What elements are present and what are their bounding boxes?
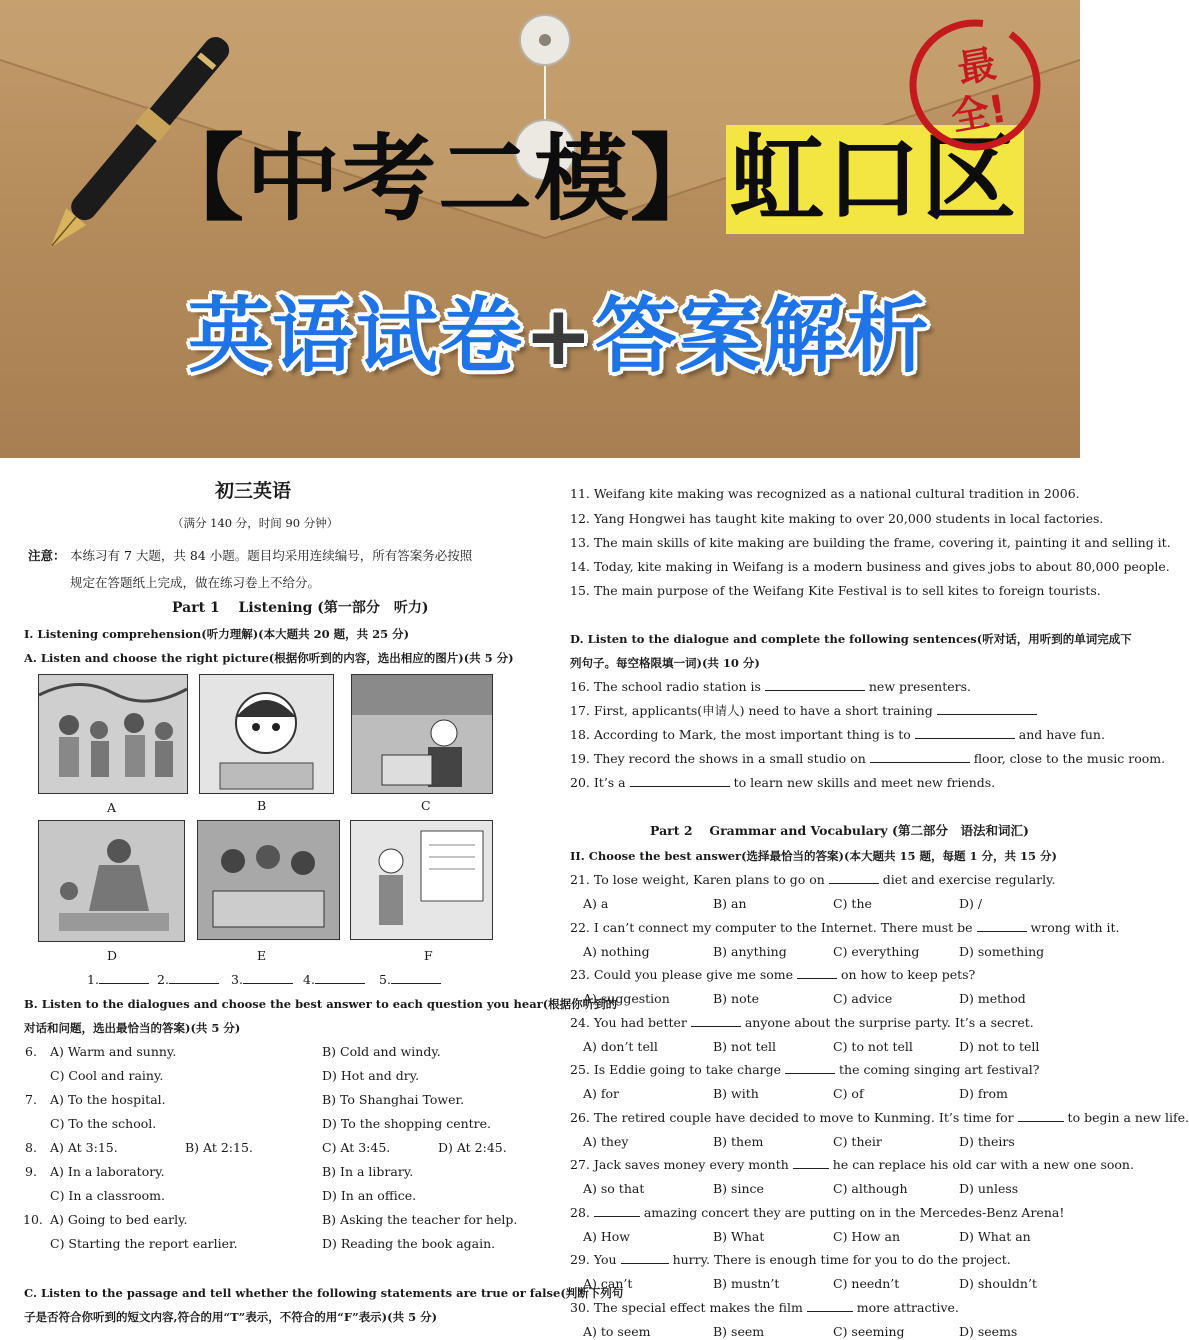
mcq-option-c: C) although <box>833 1181 908 1196</box>
answer-blank-4: 4. <box>303 972 365 988</box>
mcq-option-b: B) an <box>713 896 747 911</box>
question-number: 10. <box>23 1212 43 1227</box>
option-c: C) In a classroom. <box>50 1188 165 1203</box>
option-b: B) At 2:15. <box>185 1140 253 1155</box>
mcq-option-c: C) their <box>833 1133 882 1149</box>
option-b: B) To Shanghai Tower. <box>322 1092 465 1107</box>
mcq-question-stem: 27. Jack saves money every month he can replace his old car with a new one soon. <box>570 1157 1134 1172</box>
option-a: A) Going to bed early. <box>50 1212 188 1227</box>
mcq-option-c: C) advice <box>833 991 893 1006</box>
mcq-option-a: A) can’t <box>583 1276 633 1291</box>
mcq-option-b: B) them <box>713 1133 764 1149</box>
stamp-seal <box>908 18 1042 152</box>
mcq-option-b: B) since <box>713 1181 764 1196</box>
statement-14: 14. Today, kite making in Weifang is a modern business and gives jobs to about 80,000 people. <box>570 559 1170 574</box>
part-2-heading: Part 2 Grammar and Vocabulary (第二部分 语法和词汇) <box>650 823 1029 838</box>
mcq-option-b: B) mustn’t <box>713 1276 780 1291</box>
mcq-option-d: D) shouldn’t <box>959 1276 1037 1291</box>
answer-blank-3: 3. <box>231 972 293 988</box>
option-d: D) In an office. <box>322 1188 417 1203</box>
picture-d <box>38 820 185 942</box>
picture-label-f: F <box>424 948 433 963</box>
picture-e <box>197 820 340 940</box>
picture-label-c: C <box>421 798 431 813</box>
answer-blank-2: 2. <box>157 972 219 988</box>
question-number: 9. <box>25 1164 37 1179</box>
picture-label-b: B <box>257 798 267 813</box>
mcq-option-d: D) unless <box>959 1181 1019 1196</box>
picture-label-a: A <box>107 800 117 815</box>
answer-blank-5: 5. <box>379 972 441 988</box>
option-b: B) In a library. <box>322 1164 414 1179</box>
statement-15: 15. The main purpose of the Weifang Kite Festival is to sell kites to foreign tourists. <box>570 583 1101 598</box>
mcq-option-d: D) something <box>959 943 1045 959</box>
mcq-question-stem: 21. To lose weight, Karen plans to go on diet and exercise regularly. <box>570 872 1056 887</box>
exam-page-right <box>545 458 1189 1339</box>
option-d: D) At 2:45. <box>438 1140 507 1155</box>
mcq-option-a: A) suggestion <box>583 991 670 1006</box>
mcq-option-b: B) What <box>713 1228 765 1244</box>
mcq-option-d: D) theirs <box>959 1133 1015 1149</box>
picture-f <box>350 820 493 940</box>
option-b: B) Asking the teacher for help. <box>322 1212 518 1227</box>
fill-question-17: 17. First, applicants(申请人) need to have a short training <box>570 703 1037 719</box>
option-a: A) Warm and sunny. <box>50 1044 177 1059</box>
section-2-heading: II. Choose the best answer(选择最恰当的答案)(本大题共 15 题，每题 1 分，共 15 分) <box>570 849 1057 863</box>
mcq-option-c: C) the <box>833 896 872 911</box>
part-1-heading: Part 1 Listening (第一部分 听力) <box>172 600 429 616</box>
mcq-question-stem: 30. The special effect makes the film more attractive. <box>570 1299 959 1315</box>
mcq-option-d: D) not to tell <box>959 1038 1040 1054</box>
question-number: 7. <box>25 1092 37 1107</box>
mcq-option-b: B) not tell <box>713 1038 777 1054</box>
section-b-heading-1: B. Listen to the dialogues and choose the best answer to each question you hear(根据你听到的 <box>24 997 618 1011</box>
fill-question-19: 19. They record the shows in a small studio on floor, close to the music room. <box>570 751 1166 766</box>
option-a: A) At 3:15. <box>50 1140 118 1155</box>
mcq-option-d: D) / <box>959 896 983 911</box>
option-c: C) Cool and rainy. <box>50 1068 164 1083</box>
mcq-question-stem: 26. The retired couple have decided to move to Kunming. It’s time for to begin a new life. <box>570 1109 1189 1125</box>
section-d-heading-1: D. Listen to the dialogue and complete the following sentences(听对话，用听到的单词完成下 <box>570 632 1132 646</box>
svg-text:全!: 全! <box>947 86 1010 140</box>
section-1-heading: I. Listening comprehension(听力理解)(本大题共 20 题，共 25 分) <box>24 627 410 641</box>
notice-line-2: 规定在答题纸上完成，做在练习卷上不给分。 <box>70 575 321 590</box>
exam-subtitle: （满分 140 分，时间 90 分钟） <box>172 516 339 530</box>
option-a: A) In a laboratory. <box>50 1164 165 1179</box>
mcq-option-d: D) seems <box>959 1323 1018 1339</box>
mcq-option-a: A) How <box>583 1228 631 1244</box>
option-d: D) Hot and dry. <box>322 1068 420 1083</box>
banner-subtitle <box>188 282 931 392</box>
statement-12: 12. Yang Hongwei has taught kite making to over 20,000 students in local factories. <box>570 511 1104 526</box>
mcq-option-c: C) everything <box>833 943 920 959</box>
mcq-option-a: A) for <box>583 1086 620 1101</box>
mcq-option-c: C) of <box>833 1086 864 1101</box>
picture-label-e: E <box>257 948 267 963</box>
banner-title <box>150 120 1024 240</box>
statement-13: 13. The main skills of kite making are building the frame, covering it, painting it and selling it. <box>570 535 1171 550</box>
fill-question-18: 18. According to Mark, the most important thing is to and have fun. <box>570 727 1105 742</box>
notice-line-1: 本练习有 7 大题，共 84 小题。题目均采用连续编号，所有答案务必按照 <box>70 548 473 563</box>
exam-title: 初三英语 <box>215 480 292 502</box>
mcq-option-c: C) How an <box>833 1228 901 1244</box>
option-c: C) Starting the report earlier. <box>50 1236 238 1251</box>
mcq-option-b: B) note <box>713 991 760 1006</box>
subtitle-plus: + <box>524 289 595 384</box>
section-c-heading-2: 子是否符合你听到的短文内容,符合的用“T”表示，不符合的用“F”表示)(共 5 分) <box>24 1310 438 1324</box>
question-number: 6. <box>25 1044 37 1059</box>
mcq-option-d: D) from <box>959 1086 1008 1101</box>
picture-label-d: D <box>107 948 118 963</box>
mcq-option-d: D) method <box>959 991 1026 1006</box>
mcq-question-stem: 24. You had better anyone about the surprise party. It’s a secret. <box>570 1014 1034 1030</box>
mcq-option-c: C) seeming <box>833 1323 905 1339</box>
mcq-option-d: D) What an <box>959 1228 1031 1244</box>
answer-blank-1: 1. <box>87 972 149 988</box>
question-number: 8. <box>25 1140 37 1155</box>
picture-c <box>351 674 493 794</box>
svg-text:最: 最 <box>954 41 1000 92</box>
option-a: A) To the hospital. <box>50 1092 166 1107</box>
mcq-option-b: B) anything <box>713 943 787 959</box>
section-b-heading-2: 对话和问题，选出最恰当的答案)(共 5 分) <box>24 1021 241 1035</box>
fill-question-16: 16. The school radio station is new presenters. <box>570 679 972 694</box>
notice-label: 注意： <box>28 548 66 563</box>
mcq-option-b: B) seem <box>713 1323 765 1339</box>
option-b: B) Cold and windy. <box>322 1044 441 1059</box>
mcq-option-c: C) to not tell <box>833 1038 913 1054</box>
option-c: C) At 3:45. <box>322 1140 391 1155</box>
mcq-question-stem: 29. You hurry. There is enough time for you to do the project. <box>570 1252 1011 1267</box>
cover-banner <box>0 0 1080 458</box>
mcq-option-a: A) they <box>583 1133 629 1149</box>
picture-a <box>38 674 188 794</box>
option-c: C) To the school. <box>50 1116 157 1131</box>
section-a-heading: A. Listen and choose the right picture(根据你听到的内容，选出相应的图片)(共 5 分) <box>24 651 514 665</box>
mcq-option-a: A) nothing <box>583 943 650 959</box>
mcq-question-stem: 22. I can’t connect my computer to the Internet. There must be wrong with it. <box>570 919 1120 935</box>
mcq-option-a: A) a <box>583 896 609 911</box>
section-d-heading-2: 列句子。每空格限填一词)(共 10 分) <box>570 656 760 670</box>
mcq-option-a: A) to seem <box>583 1323 651 1339</box>
mcq-question-stem: 28. amazing concert they are putting on in the Mercedes-Benz Arena! <box>570 1204 1065 1220</box>
mcq-option-a: A) don’t tell <box>583 1038 658 1054</box>
title-part-1: 【中考二模】 <box>150 125 727 234</box>
option-d: D) Reading the book again. <box>322 1236 496 1251</box>
mcq-option-a: A) so that <box>583 1181 645 1196</box>
mcq-question-stem: 25. Is Eddie going to take charge the coming singing art festival? <box>570 1062 1040 1077</box>
mcq-option-c: C) needn’t <box>833 1276 900 1291</box>
mcq-question-stem: 23. Could you please give me some on how to keep pets? <box>570 967 976 982</box>
fill-question-20: 20. It’s a to learn new skills and meet new friends. <box>570 775 996 790</box>
subtitle-right: 答案解析 <box>594 289 931 384</box>
title-district: 虹口区 <box>726 125 1024 234</box>
statement-11: 11. Weifang kite making was recognized as a national cultural tradition in 2006. <box>570 486 1080 501</box>
option-d: D) To the shopping centre. <box>322 1116 492 1131</box>
section-c-heading-1: C. Listen to the passage and tell whether the following statements are true or false(判断下列句 <box>24 1286 624 1300</box>
picture-b <box>199 674 334 794</box>
subtitle-left: 英语试卷 <box>188 289 525 384</box>
mcq-option-b: B) with <box>713 1086 759 1101</box>
